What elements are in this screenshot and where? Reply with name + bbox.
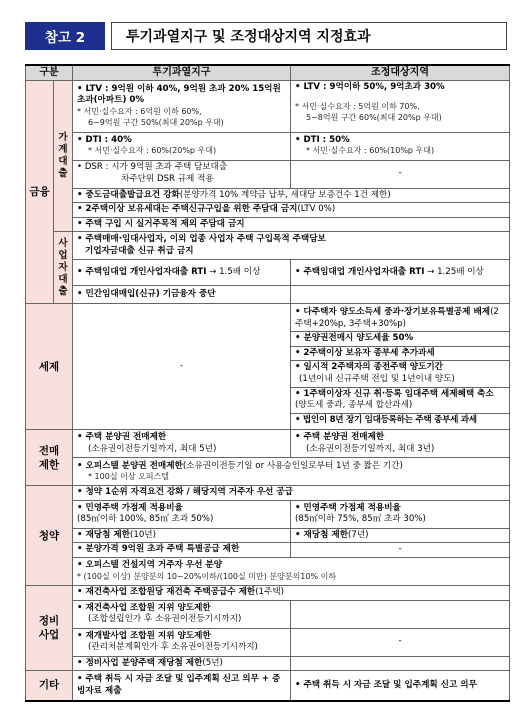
dsr-speculation — [73, 160, 291, 188]
dsr-line1: • DSR : 시가 9억원 초과 주택 담보대출 — [77, 162, 228, 173]
rewin-speculation-rest: (10년) — [130, 529, 156, 540]
rti-adjustment — [291, 260, 510, 286]
rti-adjustment-bold: • 주택임대업 개인사업자대출 RTI — [295, 266, 425, 277]
resale-adjustment-sub: (소유권이전등기일까지, 최대 3년) — [306, 443, 435, 454]
tax-item — [291, 361, 509, 387]
price-special-speculation: • 분양가격 9억원 초과 주택 특별공급 제한 — [73, 543, 291, 558]
common-item-rest: (LTV 0%) — [297, 204, 336, 215]
common-item-rest: (분양가격 10% 계약금 납부, 세대당 보증건수 1건 제한) — [179, 189, 391, 200]
tax-item — [291, 388, 509, 414]
ltv-speculation-main: • LTV : 9억원 이하 40%, 9억원 초과 20% 15억원 초과(아파트) 0% — [77, 83, 281, 106]
category-finance: 금융 — [26, 80, 54, 304]
category-other: 기타 — [26, 671, 73, 701]
rewin-adjustment-bold: • 재당첨 제한 — [295, 529, 349, 540]
redevelopment-item — [73, 656, 291, 671]
dti-speculation-note: * 서민·실수요자 : 60%(20%p 우대) — [88, 146, 217, 156]
table-row — [26, 304, 510, 430]
category-subscription: 청약 — [26, 486, 73, 586]
other-adjustment: • 주택 취득 시 자금 조달 및 입주계획 신고 의무 — [291, 671, 510, 701]
rti-speculation — [73, 260, 291, 286]
redevelopment-item-bold: • 정비사업 분양주택 재당첨 제한 — [77, 657, 203, 668]
table-row — [26, 543, 510, 558]
private-rental-adjustment-empty — [291, 286, 510, 304]
dsr-adjustment-empty: - — [291, 160, 510, 188]
category-redevelopment: 정비 사업 — [26, 586, 73, 671]
rewin-speculation-bold: • 재당첨 제한 — [77, 529, 131, 540]
table-row — [26, 203, 510, 218]
tax-speculation-empty: - — [73, 304, 291, 430]
ltv-adjustment-note1: * 서민·실수요자 : 5억원 이하 70%, — [295, 102, 420, 112]
rewin-adjustment — [291, 528, 510, 543]
ltv-speculation — [73, 80, 291, 132]
rewin-speculation — [73, 528, 291, 543]
tax-item — [291, 332, 509, 347]
redevelopment-item — [73, 586, 510, 601]
redevelopment-adjustment-dash: - — [291, 628, 510, 656]
rti-adjustment-rest: → 1.25배 이상 — [424, 266, 484, 277]
ltv-speculation-note2: 6~9억원 구간 50%(최대 20%p 우대) — [88, 117, 224, 127]
subcategory-household-loan: 가 계 대 출 — [54, 80, 73, 232]
common-item-bold: • 중도금대출발급요건 강화 — [77, 189, 180, 200]
redevelopment-item-sub: (조합설립인가 후 소유권이전등기시까지) — [88, 614, 242, 625]
table-row — [26, 260, 510, 286]
table-row — [26, 286, 510, 304]
officetel-priority — [73, 558, 510, 586]
tax-item-bold: • 분양권전매시 양도세율 50% — [295, 333, 414, 344]
resale-adjustment-main: • 주택 분양권 전매제한 — [295, 432, 385, 443]
header-adjustment-zone: 조정대상지역 — [291, 65, 510, 80]
table-row — [26, 628, 510, 656]
table-row — [26, 217, 510, 232]
dti-speculation-main: • DTI : 40% — [77, 134, 132, 145]
category-tax: 세제 — [26, 304, 73, 430]
dti-adjustment — [291, 132, 510, 160]
ltv-adjustment — [291, 80, 510, 132]
dti-speculation — [73, 132, 291, 160]
common-household-item — [73, 188, 510, 203]
redevelopment-item-bold: • 재건축사업 조합원당 재건축 주택공급수 제한 — [77, 587, 256, 598]
business-common-line1: • 주택매매·임대사업자, 이외 업종 사업자 주택 구입목적 주택담보 — [77, 234, 326, 245]
resale-speculation — [73, 430, 291, 458]
resale-officetel-note: * 100실 이상 오피스텔 — [88, 472, 170, 482]
business-common-line2: 기업자금대출 신규 취급 금지 — [85, 245, 194, 256]
table-row — [26, 500, 510, 528]
ratio-adjustment-main: • 민영주택 가점제 적용비율 — [295, 502, 401, 513]
table-row — [26, 232, 510, 260]
resale-speculation-main: • 주택 분양권 전매제한 — [77, 432, 167, 443]
table-row — [26, 132, 510, 160]
resale-speculation-sub: (소유권이전등기일까지, 최대 5년) — [88, 443, 217, 454]
table-row — [26, 586, 510, 601]
header — [25, 22, 507, 50]
dti-adjustment-main: • DTI : 50% — [295, 134, 350, 145]
tax-item-bold: • 2주택이상 보유자 종부세 추가과세 — [295, 347, 435, 358]
officetel-priority-main: • 오피스텔 건설지역 거주자 우선 분양 — [77, 560, 222, 571]
tax-adjustment — [291, 304, 510, 430]
common-household-item — [73, 203, 510, 218]
resale-officetel — [73, 458, 510, 486]
subscription-ratio-adjustment — [291, 500, 510, 528]
page-title: 투기과열지구 및 조정대상지역 지정효과 — [111, 22, 507, 50]
redevelopment-item-sub: (관리처분계획인가 후 소유권이전등기시까지) — [88, 642, 258, 653]
ltv-adjustment-main: • LTV : 9억이하 50%, 9억초과 30% — [295, 81, 445, 92]
tax-item-rest: (2주택+20%p, 3주택+30%p) — [295, 307, 499, 329]
subscription-ratio-speculation — [73, 500, 291, 528]
redevelopment-adjustment-empty — [291, 656, 510, 671]
ratio-speculation-main: • 민영주택 가점제 적용비율 — [77, 502, 183, 513]
dti-adjustment-note: * 서민·실수요자 : 60%(10%p 우대) — [306, 146, 435, 156]
table-row — [26, 600, 510, 628]
table-row — [26, 558, 510, 586]
rewin-adjustment-rest: (7년) — [348, 529, 369, 540]
subcategory-business-loan: 사 업 자 대 출 — [54, 232, 73, 304]
other-speculation: • 주택 취득 시 자금 조달 및 입주계획 신고 의무 + 증빙자료 제출 — [73, 671, 291, 701]
tax-item-rest: (양도세 중과, 종부세 합산과세) — [295, 400, 413, 411]
tax-item-rest: (1년이내 신규주택 전입 및 1년이내 양도) — [299, 374, 455, 385]
resale-officetel-bold: • 오피스텔 분양권 전매제한 — [77, 460, 183, 471]
tax-item-bold: • 법인이 8년 장기 임대등록하는 주택 종부세 과세 — [295, 414, 477, 425]
tax-item-bold: • 1주택이상자 신규 취·등록 임대주택 세제혜택 축소 — [295, 388, 494, 399]
resale-officetel-rest: (소유권이전등기일 or 사용승인일로부터 1년 중 짧은 기간) — [182, 460, 403, 471]
redevelopment-item — [73, 628, 291, 656]
redevelopment-item — [73, 600, 291, 628]
table-row — [26, 656, 510, 671]
table-row — [26, 80, 510, 132]
table-row — [26, 160, 510, 188]
category-resale-limit: 전매 제한 — [26, 430, 73, 486]
redevelopment-item-rest: (5년) — [202, 657, 223, 668]
reference-tag: 참고 2 — [25, 22, 105, 50]
table-row — [26, 188, 510, 203]
common-household-item — [73, 217, 510, 232]
redevelopment-item-bold: • 재건축사업 조합원 지위 양도제한 — [77, 602, 211, 613]
officetel-priority-note: * (100실 이상) 분양분의 10~20%이하/(100실 미만) 분양분의10% 이하 — [77, 571, 337, 581]
tax-item — [291, 306, 509, 332]
table-row — [26, 458, 510, 486]
effects-table — [25, 64, 510, 702]
tax-item — [291, 347, 509, 362]
rti-speculation-rest: → 1.5배 이상 — [206, 266, 261, 277]
subscription-common: • 청약 1순위 자격요건 강화 / 해당지역 거주자 우선 공급 — [73, 486, 510, 501]
header-speculation-zone: 투기과열지구 — [73, 65, 291, 80]
table-row — [26, 430, 510, 458]
tax-item — [291, 414, 509, 428]
business-common — [73, 232, 510, 260]
redevelopment-item-bold: • 재개발사업 조합원 지위 양도제한 — [77, 630, 211, 641]
rti-speculation-bold: • 주택임대업 개인사업자대출 RTI — [77, 266, 207, 277]
dsr-line2: 차주단위 DSR 규제 적용 — [121, 174, 214, 184]
redevelopment-item-rest: (1주택) — [255, 587, 284, 598]
resale-adjustment — [291, 430, 510, 458]
header-category: 구분 — [26, 65, 73, 80]
ratio-adjustment-sub: (85㎡이하 75%, 85㎡ 초과 30%) — [295, 514, 426, 525]
common-item-bold: • 2주택이상 보유세대는 주택신규구입을 위한 주담대 금지 — [77, 204, 298, 215]
price-special-adjustment-empty: - — [291, 543, 510, 558]
private-rental-speculation: • 민간임대매입(신규) 기금융자 중단 — [73, 286, 291, 304]
table-row — [26, 528, 510, 543]
ratio-speculation-sub: (85㎡이하 100%, 85㎡ 초과 50%) — [77, 514, 214, 525]
table-row — [26, 671, 510, 701]
ltv-speculation-note1: * 서민·실수요자 : 6억원 이하 60%, — [77, 106, 202, 116]
table-row — [26, 486, 510, 501]
redevelopment-adjustment-empty — [291, 600, 510, 628]
ltv-adjustment-note2: 5~8억원 구간 60%(최대 20%p 우대) — [306, 112, 442, 122]
tax-item-bold: • 일시적 2주택자의 종전주택 양도기간 — [295, 362, 443, 373]
tax-item-bold: • 다주택자 양도소득세 중과·장기보유특별공제 배제 — [295, 307, 491, 318]
common-item-bold: • 주택 구입 시 실거주목적 제외 주담대 금지 — [77, 218, 245, 229]
table-header-row — [26, 65, 510, 80]
